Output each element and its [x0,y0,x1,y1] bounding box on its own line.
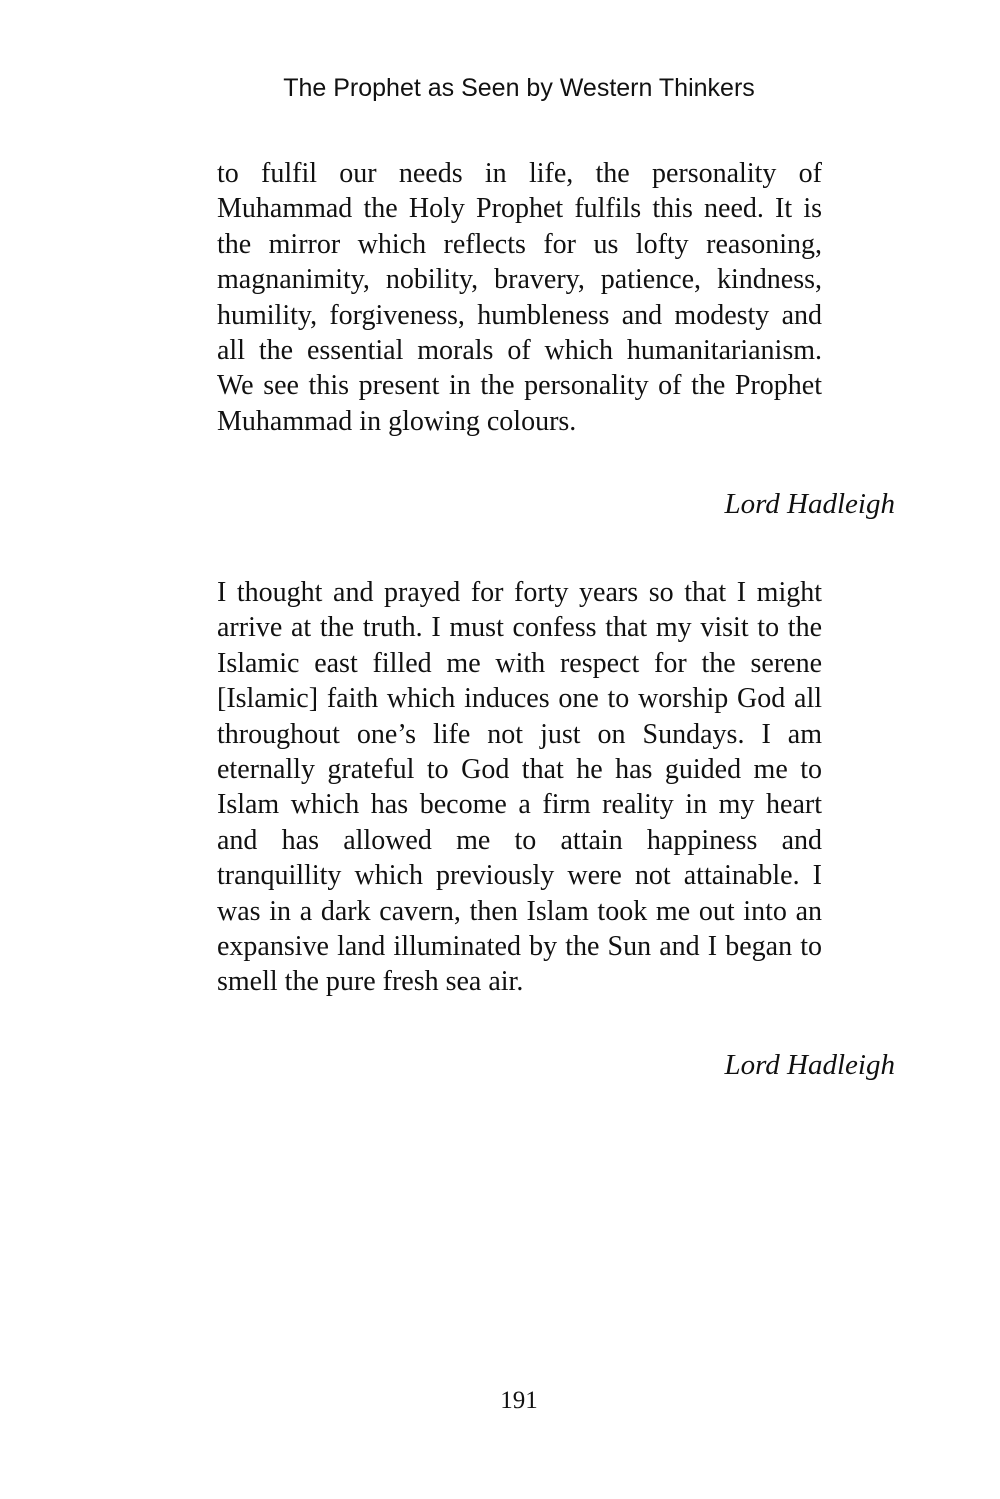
quote-attribution-1: Lord Hadleigh [724,488,895,520]
quote-text-1: to fulfil our needs in life, the personality of Muhammad the Holy Prophet fulfils this need. It is the mirror which reflects for us lofty reasoning, magnanimity, nobility, bravery, patience, kindness, humility, forgiveness, humbleness and modesty and all the essential morals of which humanitarianism. We see this present in the personality of the Prophet Muhammad in glowing colours. [217,158,822,437]
quote-attribution-2: Lord Hadleigh [724,1049,895,1081]
running-header: The Prophet as Seen by Western Thinkers [283,74,755,102]
page-number: 191 [500,1387,538,1414]
quote-text-2: I thought and prayed for forty years so that I might arrive at the truth. I must confess that my visit to the Islamic east filled me with respect for the serene [Islamic] faith which induces one to worship God all throughout one’s life not just on Sundays. I am eternally grateful to God that he has guided me to Islam which has become a firm reality in my heart and has allowed me to attain happiness and tranquillity which previously were not attainable. I was in a dark cavern, then Islam took me out into an expansive land illuminated by the Sun and I began to smell the pure fresh sea air. [217,577,822,998]
